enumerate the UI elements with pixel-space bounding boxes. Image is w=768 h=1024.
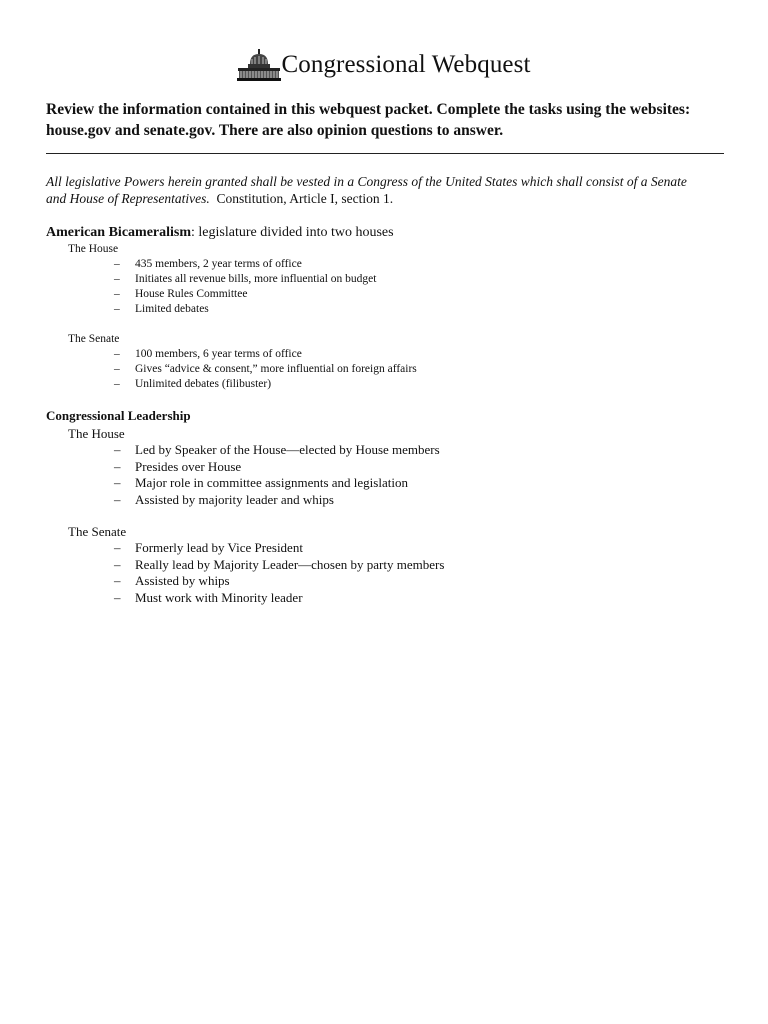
- intro-instructions: [46, 99, 726, 141]
- capitol-building-icon: [237, 48, 281, 82]
- section-heading-term: American Bicameralism: [46, 225, 192, 240]
- section-heading-bicameralism: [46, 225, 394, 241]
- intro-line: Review the information contained in this webquest packet. Complete the tasks using the websites:: [46, 101, 691, 118]
- list-item: – Unlimited debates (filibuster): [114, 378, 272, 390]
- constitution-quote: [46, 173, 726, 207]
- horizontal-divider: [46, 153, 724, 154]
- leadership-senate-list: [114, 540, 444, 607]
- subheading-senate: The Senate: [68, 524, 127, 539]
- subheading-senate: The Senate: [68, 333, 120, 345]
- bicameralism-senate-list: [114, 347, 417, 392]
- leadership-house-list: [114, 442, 440, 509]
- bicameralism-house-list: [114, 257, 376, 317]
- quote-source: Constitution, Article I, section 1.: [216, 191, 394, 206]
- list-item: – Really lead by Majority Leader—chosen by party members: [114, 556, 445, 572]
- list-item: – Gives “advice & consent,” more influential on foreign affairs: [114, 363, 417, 375]
- list-item: – Assisted by majority leader and whips: [114, 492, 334, 508]
- list-item: – Must work with Minority leader: [114, 590, 303, 606]
- list-item: – Led by Speaker of the House—elected by House members: [114, 442, 440, 457]
- title-row: [0, 48, 768, 82]
- list-item: – Major role in committee assignments and legislation: [114, 475, 408, 491]
- subheading-house: The House: [68, 426, 125, 441]
- list-item: – Limited debates: [114, 303, 209, 315]
- list-item: – Presides over House: [114, 458, 242, 474]
- list-item: – 435 members, 2 year terms of office: [114, 258, 302, 270]
- list-item: – Assisted by whips: [114, 573, 230, 589]
- intro-line: house.gov and senate.gov. There are also opinion questions to answer.: [46, 122, 504, 139]
- list-item: – 100 members, 6 year terms of office: [114, 348, 302, 360]
- section-heading-description: : legislature divided into two houses: [191, 225, 394, 240]
- quote-text: and House of Representatives.: [46, 191, 210, 206]
- section-heading-leadership: [46, 408, 191, 425]
- list-item: – Formerly lead by Vice President: [114, 540, 303, 555]
- page-title: Congressional Webquest: [281, 51, 531, 78]
- list-item: – House Rules Committee: [114, 288, 248, 300]
- section-heading-term: Congressional Leadership: [46, 408, 191, 423]
- subheading-house: The House: [68, 243, 119, 255]
- list-item: – Initiates all revenue bills, more influential on budget: [114, 273, 377, 285]
- quote-text: All legislative Powers herein granted shall be vested in a Congress of the United States which shall consist of a Senate: [46, 174, 687, 189]
